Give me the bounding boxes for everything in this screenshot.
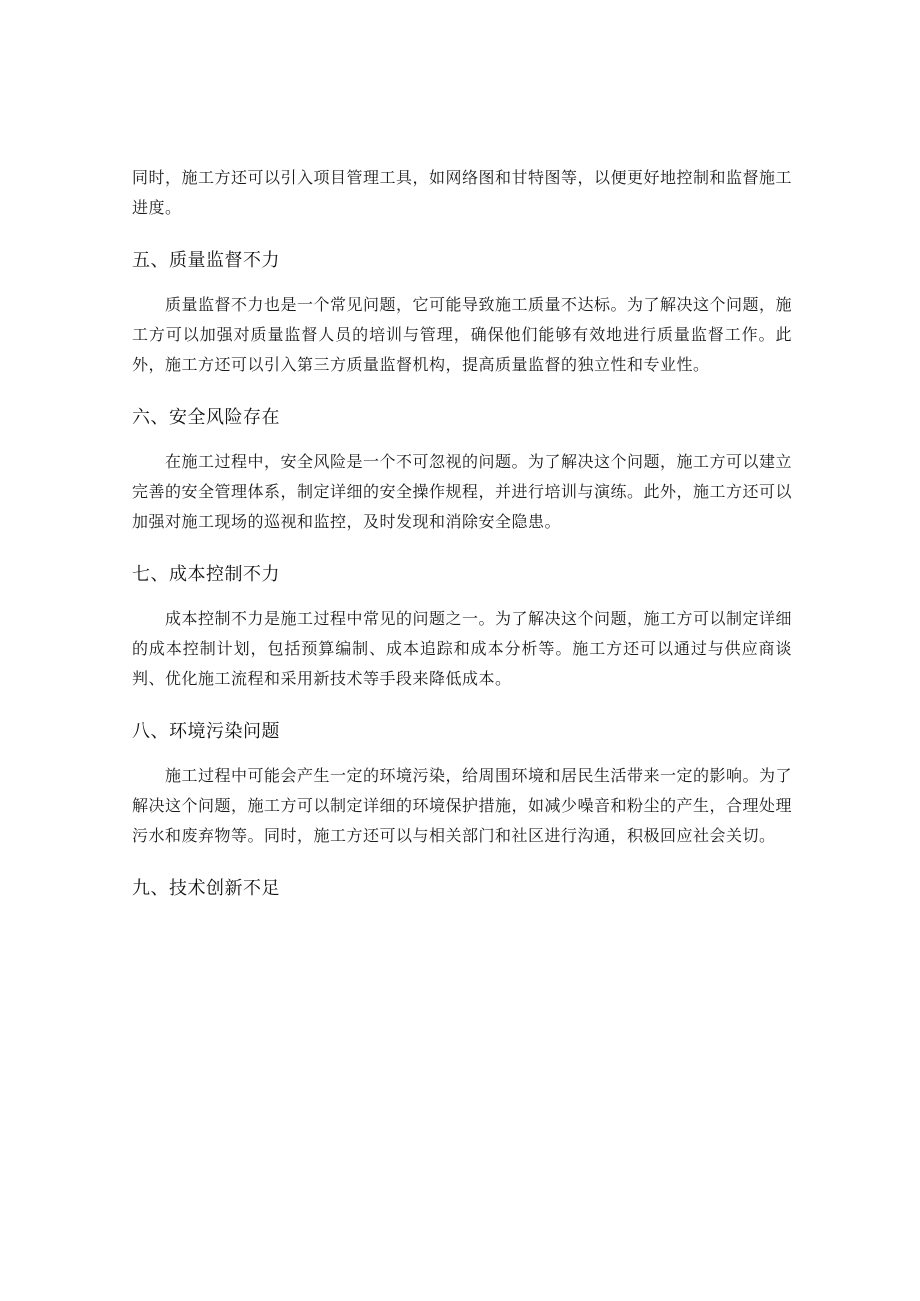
spacer bbox=[132, 430, 792, 447]
paragraph-environment: 施工过程中可能会产生一定的环境污染，给周围环境和居民生活带来一定的影响。为了解决这个问题，施工方可以制定详细的环境保护措施，如减少噪音和粉尘的产生，合理处理污水和废弃物等。同时，施工方还可以与相关部门和社区进行沟通，积极回应社会关切。 bbox=[132, 766, 793, 845]
paragraph-schedule-tools: 同时，施工方还可以引入项目管理工具，如网络图和甘特图等，以便更好地控制和监督施工进度。 bbox=[132, 168, 793, 217]
section-heading-cost: 七、成本控制不力 bbox=[132, 564, 280, 585]
section-heading-safety: 六、安全风险存在 bbox=[132, 407, 280, 428]
spacer bbox=[132, 694, 792, 720]
paragraph-cost: 成本控制不力是施工过程中常见的问题之一。为了解决这个问题，施工方可以制定详细的成本控制计划，包括预算编制、成本追踪和成本分析等。施工方还可以通过与供应商谈判、优化施工流程和采用新技术等手段来降低成本。 bbox=[132, 609, 793, 688]
spacer bbox=[132, 851, 792, 877]
paragraph-safety: 在施工过程中，安全风险是一个不可忽视的问题。为了解决这个问题，施工方可以建立完善的安全管理体系，制定详细的安全操作规程，并进行培训与演练。此外，施工方还可以加强对施工现场的巡视和监控，及时发现和消除安全隐患。 bbox=[132, 452, 793, 531]
document-body bbox=[132, 163, 792, 901]
spacer bbox=[132, 223, 792, 249]
spacer bbox=[132, 380, 792, 406]
spacer bbox=[132, 273, 792, 290]
section-heading-innovation: 九、技术创新不足 bbox=[132, 878, 280, 899]
section-heading-environment: 八、环境污染问题 bbox=[132, 721, 280, 742]
spacer bbox=[132, 537, 792, 563]
spacer bbox=[132, 587, 792, 604]
section-heading-quality: 五、质量监督不力 bbox=[132, 250, 280, 271]
paragraph-quality: 质量监督不力也是一个常见问题，它可能导致施工质量不达标。为了解决这个问题，施工方可以加强对质量监督人员的培训与管理，确保他们能够有效地进行质量监督工作。此外，施工方还可以引入第三方质量监督机构，提高质量监督的独立性和专业性。 bbox=[132, 295, 793, 374]
spacer bbox=[132, 744, 792, 761]
